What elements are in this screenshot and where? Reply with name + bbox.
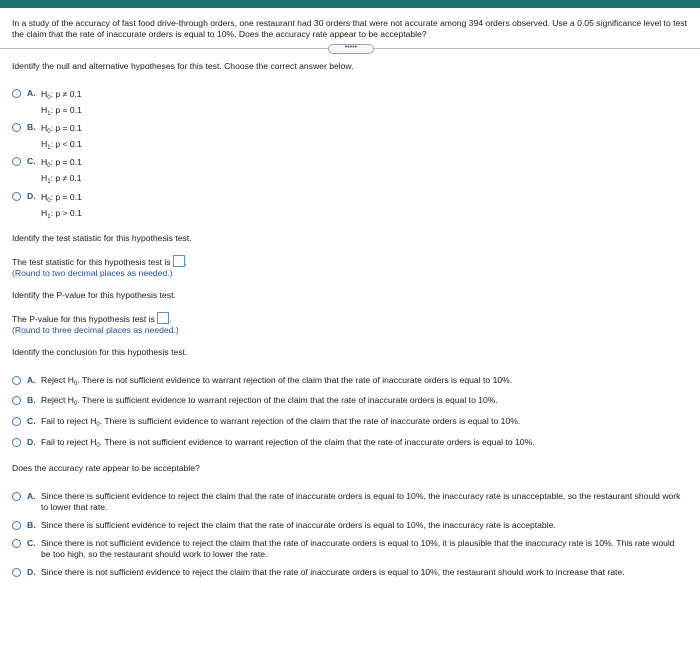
h1-relation: : p < 0.1 <box>50 139 82 149</box>
h0-relation: : p ≠ 0.1 <box>50 89 82 99</box>
radio-button[interactable] <box>12 157 21 166</box>
h0-sub: 0 <box>47 163 51 169</box>
conclusion-option-c[interactable] <box>12 416 681 431</box>
test-statistic-label: The test statistic for this hypothesis test is <box>12 257 171 267</box>
h1-label: H <box>41 208 48 218</box>
option-letter: B. <box>27 395 36 405</box>
h0-relation: : p = 0.1 <box>50 157 82 167</box>
radio-button[interactable] <box>12 376 21 385</box>
option-letter: D. <box>27 437 36 447</box>
test-statistic-line: The test statistic for this hypothesis test is . <box>12 257 187 267</box>
h1-relation: : p > 0.1 <box>50 208 82 218</box>
option-letter: A. <box>27 375 36 385</box>
option-text-sub: 0 <box>73 401 78 407</box>
option-text-pre: Reject H <box>41 375 74 385</box>
h1-relation: : p ≠ 0.1 <box>50 173 82 183</box>
option-letter: D. <box>27 191 36 201</box>
radio-button[interactable] <box>12 417 21 426</box>
option-text <box>41 375 681 390</box>
h0-relation: : p = 0.1 <box>50 123 82 133</box>
option-text-pre: Fail to reject H <box>41 416 97 426</box>
acceptability-option-d[interactable] <box>12 567 681 578</box>
top-bar <box>0 0 700 8</box>
acceptability-option-c[interactable] <box>12 538 681 560</box>
hypothesis-option-c[interactable] <box>12 156 82 188</box>
option-text: Since there is not sufficient evidence to reject the claim that the rate of inaccurate orders is equal to 10%, it is plausible that the inaccuracy rate is 10%. This rate would be too high, so the restaurant should work to lower the rate. <box>41 538 675 559</box>
conclusion-option-a[interactable] <box>12 375 681 390</box>
option-text-sub: 0 <box>96 422 100 428</box>
radio-button[interactable] <box>12 492 21 501</box>
hypothesis-option-b[interactable] <box>12 122 82 154</box>
option-letter: A. <box>27 491 36 501</box>
radio-button[interactable] <box>12 123 21 132</box>
hypothesis-pair <box>41 191 82 223</box>
option-text-pre: Fail to reject H <box>41 437 97 447</box>
option-text-sub: 0 <box>96 443 100 449</box>
h0-label: H <box>41 123 48 133</box>
h0-label: H <box>41 157 48 167</box>
option-text-sub: 0 <box>73 381 78 387</box>
p-value-input[interactable] <box>157 312 169 324</box>
h1-sub: 1 <box>47 145 51 151</box>
h0-relation: : p = 0.1 <box>50 192 82 202</box>
hypothesis-pair <box>41 156 82 188</box>
option-letter: A. <box>27 88 36 98</box>
h1-relation: : p = 0.1 <box>50 105 82 115</box>
part5-prompt: Does the accuracy rate appear to be acceptable? <box>12 463 200 473</box>
option-text: Since there is sufficient evidence to reject the claim that the rate of inaccurate orders is equal to 10%, the inaccuracy rate is unacceptable, so the restaurant should work to lower that rate. <box>41 491 681 512</box>
h0-sub: 0 <box>47 129 51 135</box>
radio-button[interactable] <box>12 89 21 98</box>
h1-label: H <box>41 139 48 149</box>
conclusion-option-b[interactable] <box>12 395 681 410</box>
p-value-line: The P-value for this hypothesis test is . <box>12 314 172 324</box>
conclusion-option-d[interactable] <box>12 437 681 452</box>
h0-sub: 0 <box>47 95 51 101</box>
radio-button[interactable] <box>12 568 21 577</box>
radio-button[interactable] <box>12 438 21 447</box>
option-letter: C. <box>27 538 36 548</box>
option-text-post: . There is sufficient evidence to warrant rejection of the claim that the rate of inaccurate orders is equal to 10%. <box>77 395 498 405</box>
h1-sub: 1 <box>47 214 51 220</box>
question-text: In a study of the accuracy of fast food drive-through orders, one restaurant had 30 orders that were not accurate among 394 orders observed. Use a 0.05 significance level to test the claim that the rate of inaccurate orders is equal to 10%. Does the accuracy rate appear to be acceptable? <box>12 18 687 39</box>
hypothesis-pair <box>41 88 82 120</box>
option-text-post: . There is not sufficient evidence to warrant rejection of the claim that the rate of inaccurate orders is equal to 10%. <box>99 437 535 447</box>
acceptability-option-b[interactable] <box>12 520 681 531</box>
acceptability-option-a[interactable] <box>12 491 681 513</box>
radio-button[interactable] <box>12 192 21 201</box>
part4-prompt: Identify the conclusion for this hypothesis test. <box>12 347 188 357</box>
p-value-label: The P-value for this hypothesis test is <box>12 314 155 324</box>
option-text <box>41 437 681 452</box>
h1-sub: 1 <box>47 111 51 117</box>
option-letter: C. <box>27 416 36 426</box>
h0-sub: 0 <box>47 198 51 204</box>
part3-prompt: Identify the P-value for this hypothesis test. <box>12 290 176 300</box>
part2-prompt: Identify the test statistic for this hypothesis test. <box>12 233 192 243</box>
radio-button[interactable] <box>12 396 21 405</box>
hypothesis-option-d[interactable] <box>12 191 82 223</box>
option-text-post: . There is sufficient evidence to warrant rejection of the claim that the rate of inaccurate orders is equal to 10%. <box>99 416 521 426</box>
option-letter: D. <box>27 567 36 577</box>
h1-sub: 1 <box>47 179 51 185</box>
option-text-pre: Reject H <box>41 395 74 405</box>
option-letter: B. <box>27 520 36 530</box>
option-text: Since there is sufficient evidence to reject the claim that the rate of inaccurate orders is equal to 10%, the inaccuracy rate is acceptable. <box>41 520 556 530</box>
option-text: Since there is not sufficient evidence to reject the claim that the rate of inaccurate orders is equal to 10%, the restaurant should work to increase that rate. <box>41 567 625 577</box>
hypothesis-option-a[interactable] <box>12 88 82 120</box>
option-letter: C. <box>27 156 36 166</box>
hypothesis-pair <box>41 122 82 154</box>
h0-label: H <box>41 89 48 99</box>
h1-label: H <box>41 173 48 183</box>
radio-button[interactable] <box>12 521 21 530</box>
option-text <box>41 395 681 410</box>
option-letter: B. <box>27 122 36 132</box>
option-text <box>41 416 681 431</box>
h1-label: H <box>41 105 48 115</box>
expand-button[interactable]: ••••• <box>328 44 374 54</box>
part1-prompt: Identify the null and alternative hypotheses for this test. Choose the correct answer below. <box>12 61 354 71</box>
radio-button[interactable] <box>12 539 21 548</box>
test-statistic-hint: (Round to two decimal places as needed.) <box>12 268 173 278</box>
h0-label: H <box>41 192 48 202</box>
option-text-post: . There is not sufficient evidence to warrant rejection of the claim that the rate of inaccurate orders is equal to 10%. <box>77 375 513 385</box>
test-statistic-input[interactable] <box>173 255 185 267</box>
p-value-hint: (Round to three decimal places as needed.) <box>12 325 179 335</box>
